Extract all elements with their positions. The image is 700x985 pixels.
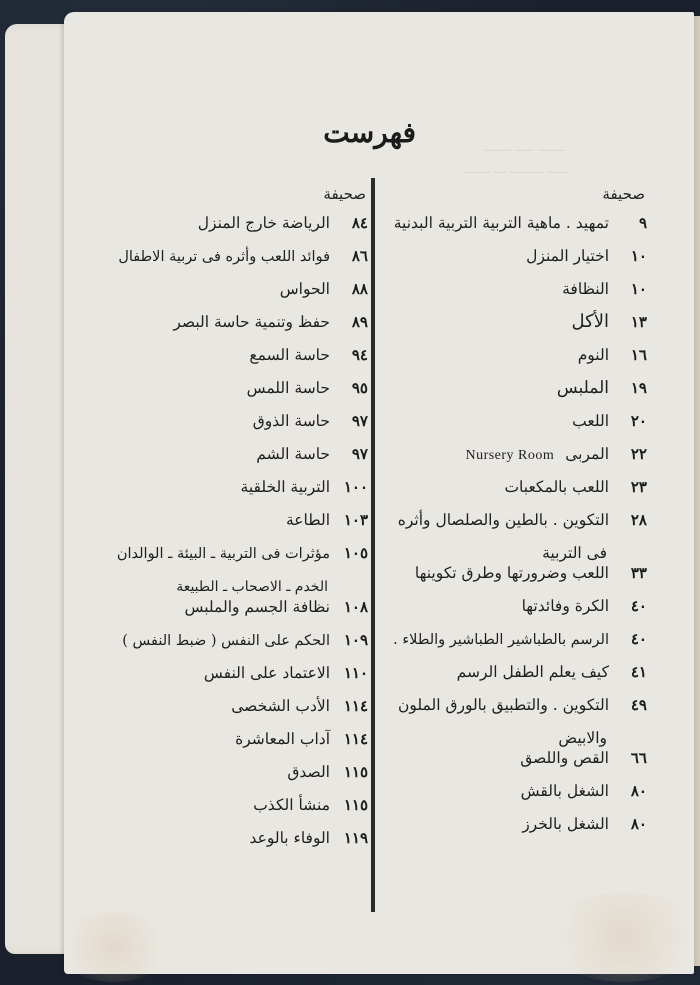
paper-stain (544, 892, 700, 982)
page-number: ٢٣ (630, 478, 647, 496)
entry-title: تمهيد . ماهية التربية التربية البدنية (393, 214, 609, 232)
entry-title: منشأ الكذب (253, 796, 330, 814)
entry-title: الأدب الشخصى (231, 697, 330, 715)
bleed-through-text: ـــــ ـــــــــ ـــ ـــــــ (464, 162, 568, 177)
entry-title: حاسة الشم (256, 445, 330, 463)
toc-entry[interactable] (110, 795, 368, 828)
toc-entry[interactable] (110, 345, 368, 378)
toc-entry[interactable] (385, 312, 647, 345)
toc-entry[interactable] (385, 662, 647, 695)
entry-title-line-1: التكوين . بالطين والصلصال وأثره (397, 511, 609, 529)
page-number: ١٠٩ (343, 631, 368, 649)
entry-title: النظافة (562, 280, 609, 298)
entry-title: الكرة وفائدتها (521, 597, 609, 615)
toc-entry[interactable] (110, 444, 368, 477)
page-number: ٩٧ (351, 445, 368, 463)
entry-title: نظافة الجسم والملبس (184, 598, 330, 616)
entry-title: الملبس (556, 378, 609, 398)
toc-entry[interactable] (385, 279, 647, 312)
page-number: ٢٠ (630, 412, 647, 430)
toc-entry[interactable] (110, 729, 368, 762)
entry-title (385, 444, 609, 466)
page-number: ٨٠ (630, 815, 647, 833)
page-number: ١١٤ (343, 697, 368, 715)
page-number: ١٠ (630, 280, 647, 298)
paper-stain (54, 912, 174, 982)
entry-title: حاسة اللمس (246, 379, 330, 397)
page-number: ١٠٥ (343, 544, 368, 562)
page-number: ١١٤ (343, 730, 368, 748)
page-number: ٨٠ (630, 782, 647, 800)
toc-entry[interactable] (385, 748, 647, 781)
page-number: ٩ (638, 214, 647, 232)
toc-entry[interactable] (385, 477, 647, 510)
page-number: ٢٨ (630, 511, 647, 529)
page-number: ٨٨ (351, 280, 368, 298)
entry-title-line-2: الخدم ـ الاصحاب ـ الطبيعة (176, 579, 328, 595)
toc-entry[interactable] (110, 213, 368, 246)
toc-entry[interactable] (385, 629, 647, 662)
toc-entry[interactable] (110, 411, 368, 444)
entry-title: الحكم على النفس ( ضبط النفس ) (122, 633, 330, 649)
toc-entry[interactable] (385, 596, 647, 629)
toc-entry[interactable] (385, 814, 647, 847)
entry-title-line-2: فى التربية (542, 544, 607, 562)
toc-entry[interactable] (110, 630, 368, 663)
page-column-header: صحيفة (323, 185, 366, 203)
entry-title (385, 510, 609, 563)
page-number: ٤٩ (630, 696, 647, 714)
page-number: ١٠٨ (343, 598, 368, 616)
page-column-header: صحيفة (602, 185, 645, 203)
entry-title: الصدق (287, 763, 330, 781)
toc-entry[interactable] (110, 279, 368, 312)
page-number: ٢٢ (630, 445, 647, 463)
toc-entry[interactable] (385, 563, 647, 596)
bleed-through-text: ـــــــ ـــــ ـــــــ (484, 140, 565, 155)
page-number: ٨٩ (351, 313, 368, 331)
entry-title: فوائد اللعب وأثره فى تربية الاطفال (118, 249, 330, 265)
toc-left-column (110, 185, 368, 861)
entry-title: النوم (577, 346, 609, 364)
toc-entry[interactable] (110, 663, 368, 696)
toc-entry[interactable] (110, 477, 368, 510)
toc-entry[interactable] (385, 444, 647, 477)
toc-entry[interactable] (110, 378, 368, 411)
page-number: ٤٠ (630, 597, 647, 615)
page-number: ١٠ (630, 247, 647, 265)
toc-entry[interactable] (110, 510, 368, 543)
toc-entry[interactable] (385, 246, 647, 279)
entry-title: الأكل (571, 311, 609, 332)
entry-title: الرسم بالطباشير الطباشير والطلاء . (393, 632, 609, 648)
toc-entry[interactable] (385, 213, 647, 246)
entry-title (385, 695, 609, 748)
toc-entry[interactable] (110, 312, 368, 345)
entry-title: الشغل بالقش (520, 782, 609, 800)
toc-entry[interactable] (110, 246, 368, 279)
toc-entry[interactable] (110, 828, 368, 861)
toc-entry[interactable] (385, 695, 647, 748)
entry-title: الاعتماد على النفس (203, 664, 330, 682)
entry-title-line-2: والابيض (558, 729, 607, 747)
page-number: ٩٥ (351, 379, 368, 397)
page-number: ١٠٠ (343, 478, 368, 496)
page-number: ٨٦ (351, 247, 368, 265)
page-number: ٩٧ (351, 412, 368, 430)
toc-entry[interactable] (385, 411, 647, 444)
page-number: ٤١ (630, 663, 647, 681)
entry-title: كيف يعلم الطفل الرسم (456, 663, 609, 681)
entry-title: اللعب (572, 412, 609, 430)
page-number: ٤٠ (630, 630, 647, 648)
page-number: ١١٥ (343, 763, 368, 781)
entry-title: اختيار المنزل (526, 247, 609, 265)
entry-title-line-1: مؤثرات فى التربية ـ البيئة ـ الوالدان (116, 546, 330, 562)
toc-right-column (385, 185, 647, 847)
entry-title: الرياضة خارج المنزل (197, 214, 330, 232)
entry-title: آداب المعاشرة (235, 730, 330, 748)
page-number: ١٦ (630, 346, 647, 364)
page-number: ١١٥ (343, 796, 368, 814)
page-number: ٦٦ (630, 749, 647, 767)
page-number: ١٣ (630, 313, 647, 331)
entry-title (110, 543, 330, 597)
toc-entry[interactable] (385, 345, 647, 378)
entry-title: الشغل بالخرز (522, 815, 609, 833)
toc-entry[interactable] (110, 597, 368, 630)
entry-title: اللعب بالمكعبات (504, 478, 609, 496)
page-number: ١٩ (630, 379, 647, 397)
page-number: ١١٠ (343, 664, 368, 682)
entry-title: القص واللصق (520, 749, 609, 767)
toc-entry[interactable] (385, 781, 647, 814)
page-title: فهرست (323, 116, 416, 149)
entry-title: حفظ وتنمية حاسة البصر (173, 313, 330, 331)
entry-title: اللعب وضرورتها وطرق تكوينها (414, 564, 609, 582)
entry-title: التربية الخلقية (240, 478, 330, 496)
toc-entry[interactable] (110, 543, 368, 597)
entry-title: الطاعة (285, 511, 330, 529)
page-number: ١١٩ (343, 829, 368, 847)
entry-title: حاسة الذوق (252, 412, 330, 430)
toc-entry[interactable] (110, 762, 368, 795)
entry-title: الحواس (279, 280, 330, 298)
entry-title-line-1: التكوين . والتطبيق بالورق الملون (398, 696, 609, 714)
page-number: ٨٤ (351, 214, 368, 232)
column-divider (371, 178, 375, 912)
toc-entry[interactable] (110, 696, 368, 729)
toc-entry[interactable] (385, 378, 647, 411)
entry-title-english: Nursery Room (465, 448, 555, 463)
entry-title: حاسة السمع (249, 346, 330, 364)
entry-title-arabic: المربى (565, 445, 609, 463)
page-number: ٩٤ (351, 346, 368, 364)
page-number: ٣٣ (630, 564, 647, 582)
entry-title: الوفاء بالوعد (249, 829, 330, 847)
page-number: ١٠٣ (343, 511, 368, 529)
toc-entry[interactable] (385, 510, 647, 563)
